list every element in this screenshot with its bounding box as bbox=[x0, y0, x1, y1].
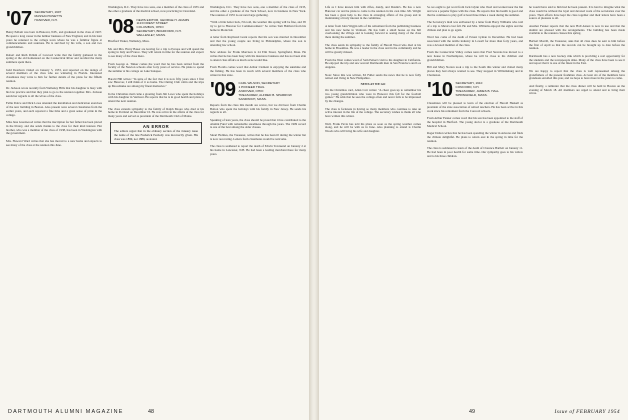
class-notes-text: he would have said to him had he been present. It is hard to imagine what the class would be without the loyal and devoted work of the secretaries over the years. Their efforts have kept the class together and their letters have been a source of pleasure to all. Another Fenner reports that the new Hall Annex is now in use and that the alumni are pleased with the arrangements. The building has been made available to the reunion classes this spring. Herbert Morrill, the Treasurer, asks that all class dues be sent to him before the first of April so that the records can be brought up to date before the reunion. Dartmouth has a new hockey rink which is providing a real opportunity for the students and the townspeople alike. Many of the class have been to see it and report that it is one of the finest in the East. We are happy to report that the class is well represented among the grandfathers of the present freshman class. At least six of the members have grandsons enrolled this year, and we hope to have more in the years to come. And finally, a reminder that the class dinner will be held in Boston on the evening of March 18. All members are urged to attend and to bring their wives. bbox=[529, 5, 625, 96]
left-column-3 bbox=[210, 6, 306, 402]
class-heading-09 bbox=[210, 80, 306, 102]
class-notes-text: Classmates will be pleased to learn of the election of Harold Haskell as president of the state association of retired teachers. He has been active in this work since his retirement from the Concord schools. From Arthur Fenner comes word that his son has been appointed to the staff of the hospital in Hartford. The young doctor is a graduate of the Dartmouth Medical School. Roger Dalton writes that he has been spending the winter in Arizona and finds the climate delightful. He plans to return east in the spring in time for the reunion. The class is saddened to learn of the death of Clarence Bartlett on January 11. He had been in poor health for some time. Our sympathy goes to his widow and to his three children. bbox=[427, 101, 523, 158]
class-notes-text: Henry Pellam was born in Hanover, N.H., and graduated in the class of 1907. He spent a long career in the lumber business of New England, and in his later years he returned to the college town where he was a familiar figure at commencements and reunions. He is survived by his wife, a son and two grandchildren. Robert and Ruth Pellam of Concord write that the family gathered in the spring at the old homestead on the Connecticut River and recalled the many summers spent there. Judd Dearborn visited on January 5, 1953, and reported on the doings of several members of the class who are wintering in Florida. Interested classmates may write to him for further details of the plans for the fiftieth reunion. Dr. Jackson wrote recently from Wellesley Hills that his daughter is busy with his law practice and that they plan to go to the reunion together. Mrs. Jackson sends her regards to all the wives of the class. Fellie Peirce and Dick Lowe attended the installation and dedication exercises of the new building in Boston. Also present were several classmates from the earlier years, and each reported a fine time and a great sense of pride in the college. Miss Jane Greenwood writes that the inscription for her father has been placed in the library, and she sends thanks to the class for their kind interest. Her brother, who was a member of the class of 1938, has been in Washington with the government. Mrs. Howard Ward writes that she has moved to a new home and expects to see many of the class at the reunion this June. bbox=[6, 30, 102, 147]
class-heading-07 bbox=[6, 9, 102, 29]
right-column-3 bbox=[529, 6, 625, 402]
page-footer: DARTMOUTH ALUMNI MAGAZINE bbox=[8, 409, 124, 415]
class-year: '08 bbox=[108, 15, 134, 38]
left-page-columns bbox=[6, 5, 306, 402]
class-officers: NEWS EDITOR, GEORGE H. ADAMS 119 FOREST STREET COLUMBUS, OHIO SECRETARY, BRADFORD, N.H. WELLESLEY, MASS. bbox=[136, 17, 190, 38]
class-officers: SECRETARY, 1910 CONCORD, N.H. TREASURER, JAMES B. HALL SPRINGFIELD, MASS. bbox=[455, 81, 500, 97]
erratum-text: The editors regret that in the obituary section of the January issue the name of the late Frederick Peabody was incorrectly given. His class was 1899, not 1889, as stated. bbox=[114, 129, 198, 141]
class-notes-text: Life as I have known him with rifles, dandy, and Dustin's. He has a new Hanover car and he plans to come to the reunion in his own time. Mr. Wright has been a great help to the class in arranging affairs of the group and in maintaining a lively interest in the committee. A letter from John Wiggin tells of his retirement from the publishing business and his new home in Vermont. He has built a small house on the hill overlooking the village and is looking forward to seeing many of the class there during the summer. The class sends its sympathy to the family of Harold Wood who died at his home in Brookline. He was a leader in the class and in the community and he will be greatly missed. From the West comes word of Sam Pettee's visit to his daughter in California. He enjoyed the trip and saw several Dartmouth men in San Francisco and Los Angeles. Note: Since this was written, Ed Fuller sends the news that he is now fully retired and living in New Hampshire. bbox=[325, 5, 421, 81]
class-notes-text: Bradford Tinker, Wellesley, Mass. Mr. and Mrs. Harry Bauer are leaving for a trip to Europe and will spend the spring in Italy and France. They will return in time for the reunion and expect to see many of the class there. From George A. Tinker comes the word that he has been retired from the faculty of the Newton schools after forty years of service. He plans to spend the summer at his cottage on Lake Sunapee. Harold Hill writes: "In spite of the fact that it is now fifty years since I first saw Hanover, I still think of it as home. The Outing Club cabin and the trips up Moosilauke are among my finest memories." In the Christmas mail came a greeting from Jim Lowe who spent the holidays with his daughter in Vermont. He reports that he is in good health and plans to attend the next reunion. The class extends sympathy to the family of Ralph Moore who died at his home in Portland on December 10. He was active in the affairs of the class for many years and served as president of the Dartmouth Club of Maine. bbox=[108, 39, 204, 119]
erratum-title: AN ERROR bbox=[142, 123, 170, 129]
left-column-2 bbox=[108, 6, 204, 402]
page-number: 48 bbox=[148, 409, 154, 415]
page-gutter bbox=[309, 0, 319, 420]
right-page-columns bbox=[325, 5, 625, 402]
class-notes-text: So we ought to get word from Jack Glynn who lived and worked near the Inn and was a popular figure with the class. He reports that his health is good and that he continues to play golf at least three times a week during the summer. The Secretary's mail was enlivened by a letter from Harry Williams who told of a trip to Mexico last fall. He and Mrs. Williams enjoyed the sights and the climate and plan to go again. Word has come of the death of Ernest Lyman in December. He had been associated with the textile industry in Lowell for more than forty years, and was a devoted member of the class. From the Connecticut Valley comes news that Fred Stevens has moved to a new house in Northampton, where he will be close to his children and grandchildren. Bill and Mary Norton took a trip to the South this winter and visited many places they had always wanted to see. They stopped in Williamsburg and in Charleston. bbox=[427, 5, 523, 77]
class-heading-08 bbox=[108, 17, 204, 39]
class-notes-text: Reports from the class this month are scarce, but we did hear from Charlie Bolton who spent the holidays with his family in New Jersey. He sends his regards to all. Speaking of lean years, the class should be proud that it has contributed to the Alumni Fund with remarkable steadiness through the years. The 1909 record is one of the best among the older classes. Stuart Holmes, the Treasurer, writes that he has been ill during the winter but is now recovering. Letters from classmates would be welcome. The class is saddened to report the death of Edwin Townsend on January 2 at his home in Lancaster, N.H. He had been a leading merchant there for many years. bbox=[210, 102, 306, 156]
left-page bbox=[0, 0, 309, 420]
class-notes-text: Washington, D.C. They have two sons, one a member of the class of 1935, and the other a graduate of the Tuck School, now in business in New York. The reunion of 1955 is our next large gathering. "With a little better luck, I'm told, the weather this spring will be fine, and I'll try to get to Hanover for Commencement." So writes Tom Hubbard from his home in Montclair. A letter from Raymond Grant reports that his son was married in December and that the young couple are living in Philadelphia, where the son is attending law school. New address for Frank Morrison is 24 Elm Street, Springfield, Mass. He writes that he has been busy with his insurance business and has not been able to attend class affairs as much as he would like. From Florida comes word that Arthur Clement is enjoying the sunshine and the fishing. He has been in touch with several members of the class who winter in that state. bbox=[210, 5, 306, 77]
right-page bbox=[319, 0, 628, 420]
class-officers: CARL WILSON, SECRETARY 1 PIONEER TRAIL ANDOVER, OHIO TREASURER, ALFRED B. SPARROW SANDWICH, MASS. bbox=[238, 81, 292, 101]
left-column-1 bbox=[6, 6, 102, 402]
page-number: 49 bbox=[469, 409, 475, 415]
right-column-2 bbox=[427, 6, 523, 402]
class-notes-text: Washington, D.C. They have two sons, one a member of the class of 1935 and the other a graduate of the medical school, now practicing in Cleveland. bbox=[108, 5, 205, 13]
erratum-box bbox=[110, 122, 202, 145]
class-heading-10 bbox=[427, 80, 523, 100]
page-footer: Issue of FEBRUARY 1954 bbox=[554, 409, 620, 415]
right-column-1 bbox=[325, 6, 421, 402]
class-year: '07 bbox=[6, 8, 32, 30]
section-heading: NEWS AT WE GO bbox=[360, 82, 386, 86]
class-year: '10 bbox=[427, 79, 453, 102]
class-notes-text: On the Christmas card, Allen Carr writes: "A cheer goes up to remember his two young grandchildren who were in Hanover this fall for the football games." He adds that he sees the college often and never fails to be impressed by the changes. The class is fortunate in having so many members who continue to take an active interest in the life of the college. The secretary wishes to thank all who have written this winter. Well, Frank Pavia has told his plans as soon as the spring weather comes along, and he will be with us in June. Also planning to attend is Charlie Woods who will bring his wife and daughter. bbox=[325, 87, 421, 133]
class-year: '09 bbox=[210, 79, 236, 102]
class-officers: SECRETARY, 1907 MASSACHUSETTS HANOVER, N.H. bbox=[34, 10, 63, 22]
